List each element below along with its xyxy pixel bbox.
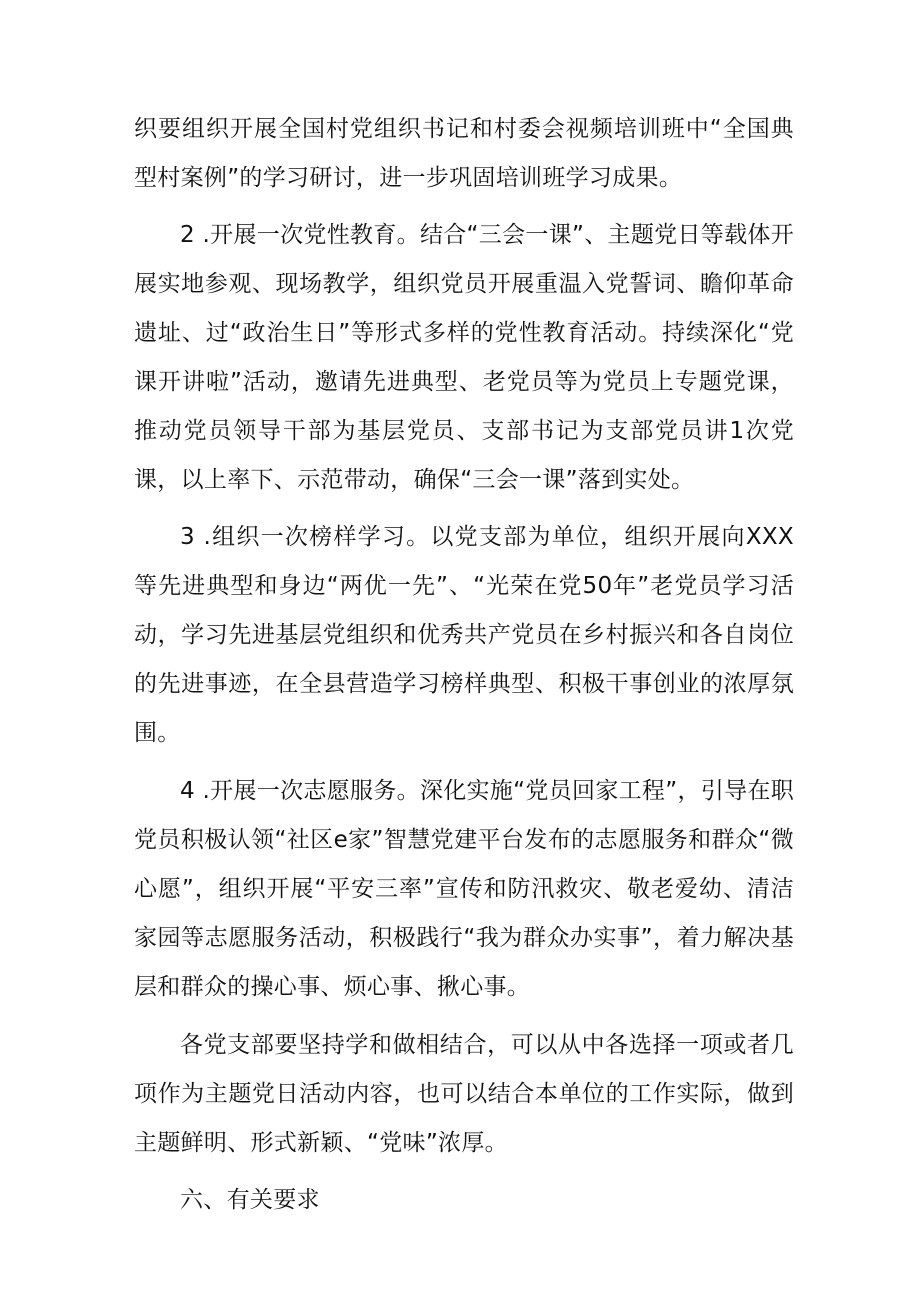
paragraph-volunteer-service: 4 .开展一次志愿服务。深化实施“党员回家工程”，引导在职党员积极认领“社区e家”智慧党建平台发布的志愿服务和群众“微心愿”，组织开展“平安三率”宣传和防汛救灾、敬老爱幼、清洁家园等志愿服务活动，积极践行“我为群众办实事”，着力解决基层和群众的操心事、烦心事、揪心事。 (134, 778, 794, 1000)
paragraph-branch-requirements: 各党支部要坚持学和做相结合，可以从中各选择一项或者几项作为主题党日活动内容，也可以结合本单位的工作实际，做到主题鲜明、形式新颖、“党味”浓厚。 (134, 1032, 794, 1156)
paragraph-role-model-learning: 3 .组织一次榜样学习。以党支部为单位，组织开展向XXX等先进典型和身边“两优一先”、“光荣在党50年”老党员学习活动，学习先进基层党组织和优秀共产党员在乡村振兴和各自岗位的先进事迹，在全县营造学习榜样典型、积极干事创业的浓厚氛围。 (134, 524, 794, 746)
paragraph-party-spirit-education: 2 .开展一次党性教育。结合“三会一课”、主题党日等载体开展实地参观、现场教学，组织党员开展重温入党誓词、瞻仰革命遗址、过“政治生日”等形式多样的党性教育活动。持续深化“党课开讲啦”活动，邀请先进典型、老党员等为党员上专题党课，推动党员领导干部为基层党员、支部书记为支部党员讲1次党课，以上率下、示范带动，确保“三会一课”落到实处。 (134, 222, 794, 493)
section-heading-requirements: 六、有关要求 (180, 1187, 320, 1213)
paragraph-continued: 织要组织开展全国村党组织书记和村委会视频培训班中“全国典型村案例”的学习研讨，进一步巩固培训班学习成果。 (134, 116, 794, 191)
document-body (134, 105, 794, 1225)
